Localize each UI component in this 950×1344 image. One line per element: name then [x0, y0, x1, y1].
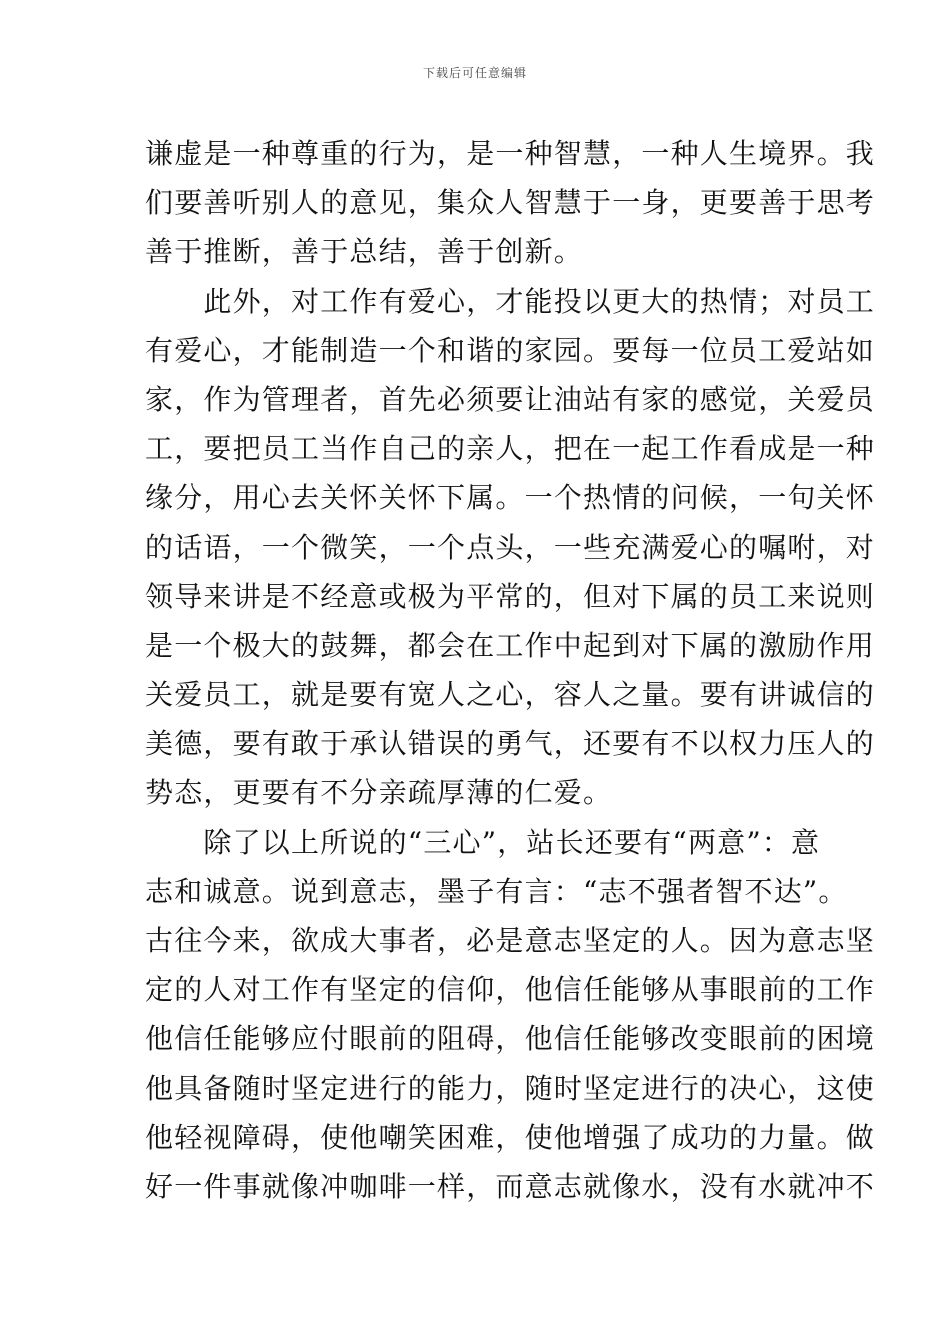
header-note: 下载后可任意编辑 — [422, 66, 527, 80]
text-line: 他信任能够应付眼前的阻碍，他信任能够改变眼前的困境 — [145, 1022, 876, 1056]
text-line: 他具备随时坚定进行的能力，随时坚定进行的决心，这使 — [145, 1071, 876, 1105]
text-line: 善于推断，善于总结，善于创新。 — [145, 235, 584, 269]
text-line: 缘分，用心去关怀关怀下属。一个热情的问候，一句关怀 — [145, 481, 876, 515]
text-line: 志和诚意。说到意志，墨子有言：“志不强者智不达”。 — [145, 874, 848, 908]
text-line: 古往今来，欲成大事者，必是意志坚定的人。因为意志坚 — [145, 924, 876, 957]
text-line: 有爱心，才能制造一个和谐的家园。要每一位员工爱站如 — [145, 333, 876, 367]
text-line: 关爱员工，就是要有宽人之心，容人之量。要有讲诚信的 — [145, 678, 876, 712]
text-line: 他轻视障碍，使他嘲笑困难，使他增强了成功的力量。做 — [145, 1120, 876, 1154]
text-line: 势态，更要有不分亲疏厚薄的仁爱。 — [145, 776, 613, 810]
text-line: 美德，要有敢于承认错误的勇气，还要有不以权力压人的 — [145, 727, 876, 761]
text-line: 们要善听别人的意见，集众人智慧于一身，更要善于思考 — [145, 186, 876, 220]
text-line: 除了以上所说的“三心”，站长还要有“两意”：意 — [145, 825, 821, 859]
text-line: 家，作为管理者，首先必须要让油站有家的感觉，关爱员 — [145, 382, 876, 416]
text-line: 此外，对工作有爱心，才能投以更大的热情；对员工 — [145, 284, 876, 318]
text-line: 是一个极大的鼓舞，都会在工作中起到对下属的激励作用 — [145, 628, 876, 662]
text-line: 的话语，一个微笑，一个点头，一些充满爱心的嘱咐，对 — [145, 530, 876, 564]
text-line: 领导来讲是不经意或极为平常的，但对下属的员工来说则 — [145, 579, 876, 613]
text-line: 定的人对工作有坚定的信仰，他信任能够从事眼前的工作 — [145, 973, 876, 1007]
text-line: 好一件事就像冲咖啡一样，而意志就像水，没有水就冲不 — [145, 1169, 876, 1203]
text-line: 工，要把员工当作自己的亲人，把在一起工作看成是一种 — [145, 432, 876, 466]
text-line: 谦虚是一种尊重的行为，是一种智慧，一种人生境界。我 — [145, 137, 876, 170]
body-text — [145, 129, 876, 1211]
